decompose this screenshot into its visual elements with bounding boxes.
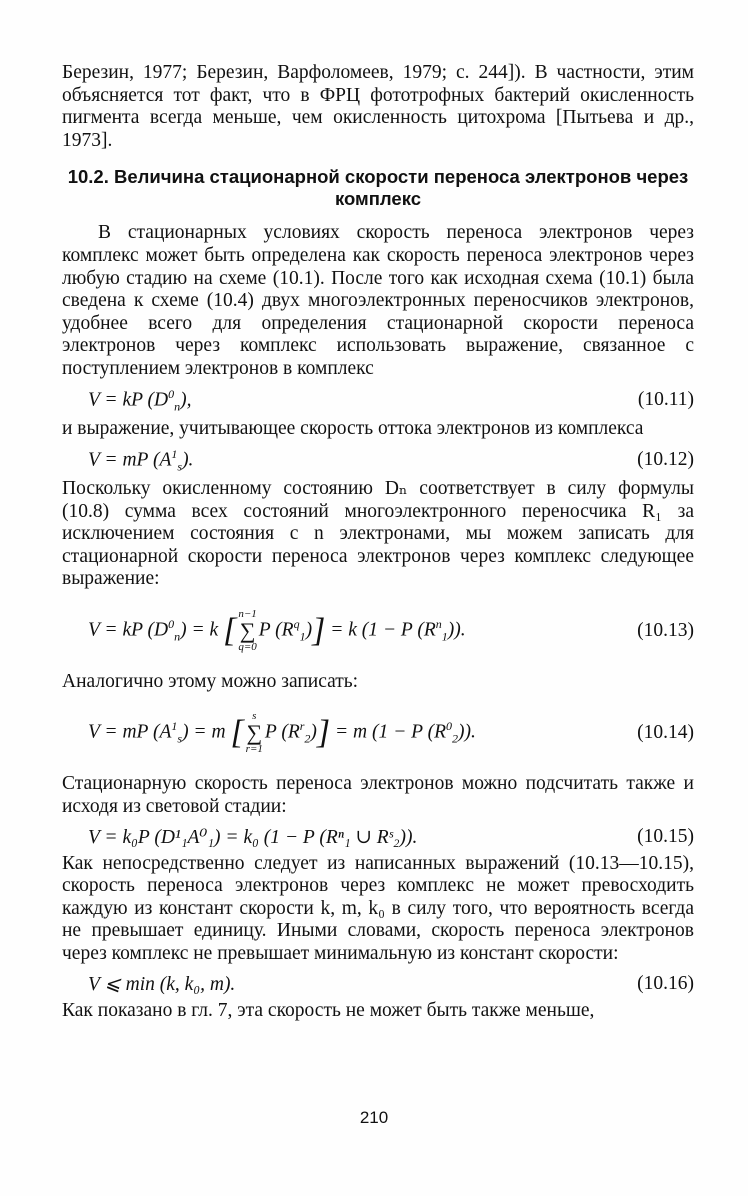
paragraph-4: Аналогично этому можно записать: (62, 670, 359, 692)
equation-number: (10.14) (637, 722, 694, 744)
paragraph-6: Как непосредственно следует из написанных выражений (10.13—10.15), скорость переноса электронов через комплекс не может превосходить каждую из констант скорости k, m, k₀ в силу того, что вероятность всегда не превышает единицу. Иными словами, скорость переноса электронов через комплекс не превышает минимальную из констант скорости: (62, 852, 694, 965)
paragraph-5: Стационарную скорость переноса электронов можно подсчитать также и исходя из световой стадии: (62, 773, 694, 818)
equation-10-12: V = mP $(A^1_s)$. (10.12) (88, 446, 694, 473)
paragraph-1: В стационарных условиях скорость переноса электронов через комплекс может быть определена как скорость переноса электронов через любую стадию на схеме (10.1). После того как исходная схема (10.1) была сведена к схеме (10.4) двух многоэлектронных переносчиков электронов, удобнее всего для определения стационарной скорости переноса электронов через комплекс использовать выражение, связанное с поступлением электронов в комплекс (62, 222, 694, 379)
equation-number: (10.15) (637, 825, 694, 847)
paragraph-top: Березин, 1977; Березин, Варфоломеев, 1979; с. 244]). В частности, этим объясняется тот факт, что в ФРЦ фототрофных бактерий окисленность пигмента всегда меньше, чем окисленность цитохрома [Пытьева и др., 1973]. (62, 62, 694, 151)
paragraph-7: Как показано в гл. 7, эта скорость не может быть также меньше, (62, 999, 595, 1021)
sum-symbol: s ∑ r=1 (245, 710, 263, 756)
equation-10-14: V = mP $(A^1_s) = m$ [ s ∑ r=1 P $(R^r_2)] = m$ (1 − P $(R^0_2)$). (10.14) (88, 710, 694, 756)
paragraph-3: Поскольку окисленному состоянию Dₙ соответствует в силу формулы (10.8) сумма всех состояний многоэлектронного переносчика R₁ за исключением состояния с n электронами, мы можем записать для стационарной скорости переноса электронов через комплекс следующее выражение: (62, 477, 694, 590)
equation-10-13: V = kP $(D^0_n) = k$ [ n−1 ∑ q=0 P $(R^q_1)] = k$ (1 − P $(R^n_1)$). (10.13) (88, 607, 694, 653)
equation-number: (10.16) (637, 972, 694, 994)
equation-10-16: V ⩽ min (k, k₀, m). (10.16) (88, 972, 694, 995)
equation-number: (10.11) (637, 389, 694, 411)
equation-10-11: V = kP $(D^0_n)$, (10.11) (88, 386, 694, 413)
sum-symbol: n−1 ∑ q=0 (238, 607, 257, 653)
equation-number: (10.13) (637, 619, 694, 641)
equation-10-15: V = k₀P (D¹₁A⁰₁) = k₀ (1 − P (Rⁿ₁ ∪ Rˢ₂)). (10.15) (88, 825, 694, 848)
equation-number: (10.12) (637, 449, 694, 471)
page-body (62, 62, 694, 1022)
section-title: 10.2. Величина стационарной скорости переноса электронов через комплекс (67, 166, 689, 210)
page-number: 210 (359, 1108, 389, 1127)
paragraph-2: и выражение, учитывающее скорость оттока электронов из комплекса (62, 417, 644, 439)
